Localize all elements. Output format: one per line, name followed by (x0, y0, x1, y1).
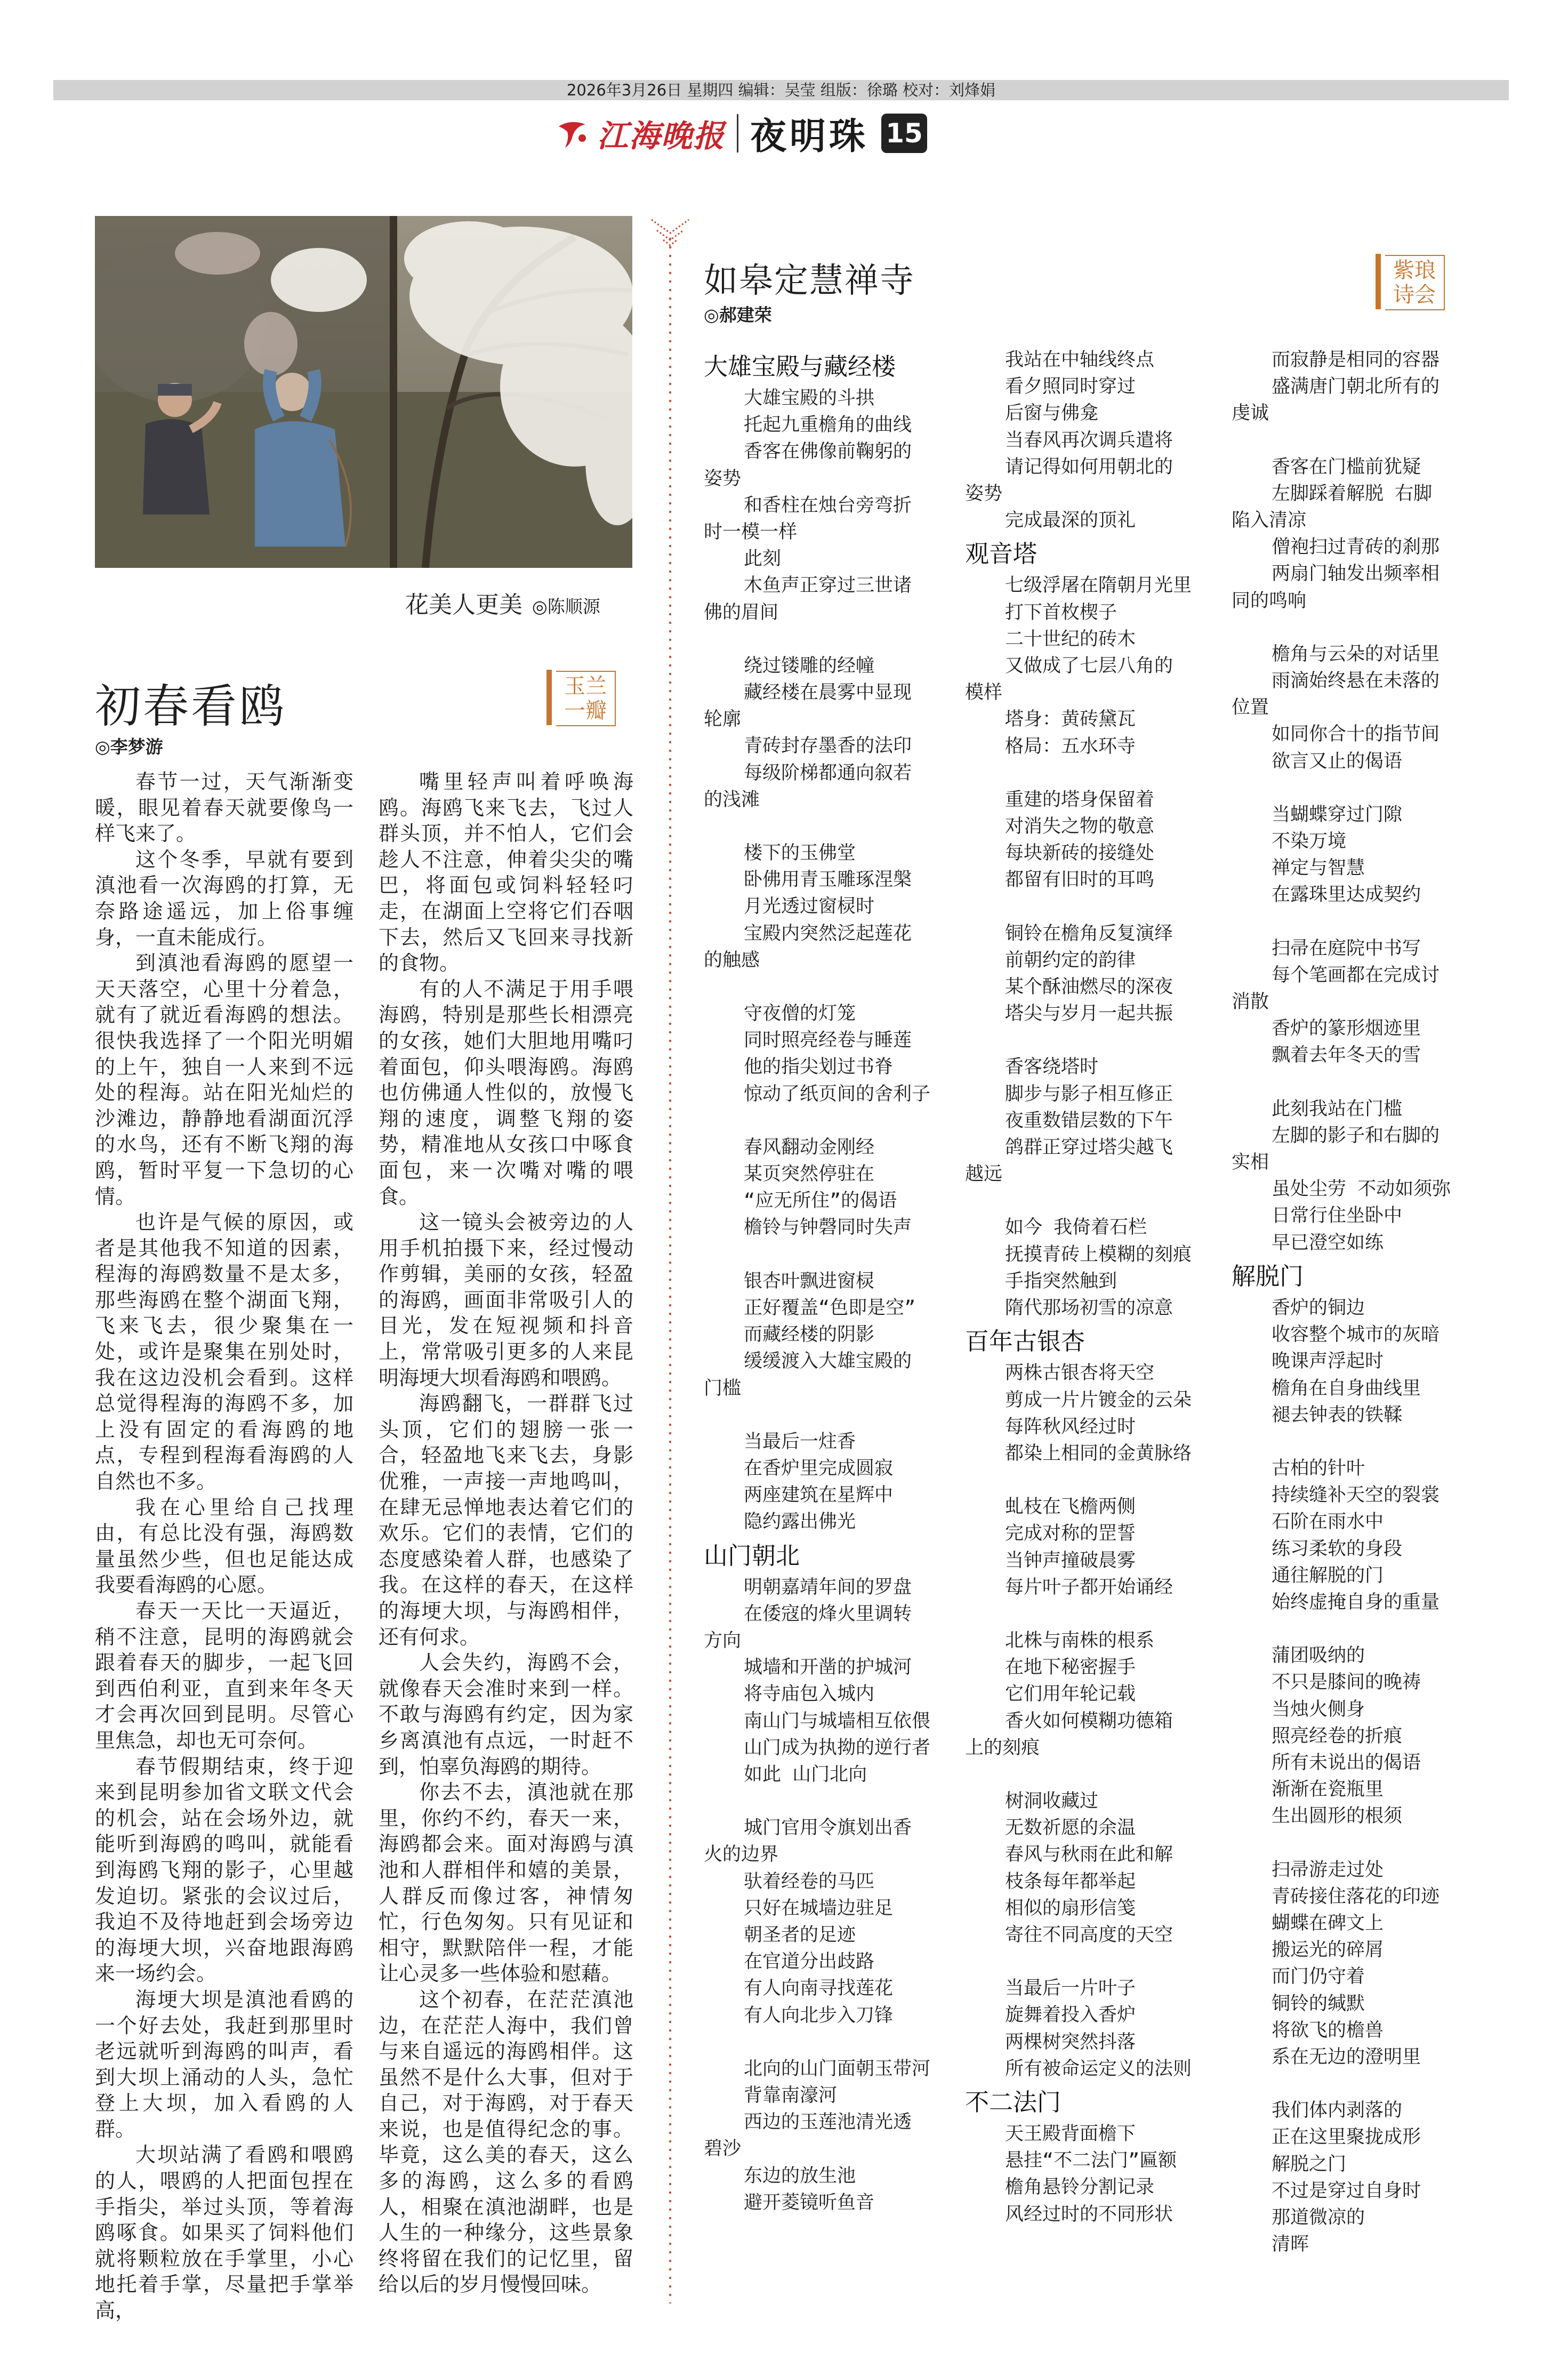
poem-line: 每块新砖的接缝处 (1005, 842, 1155, 864)
poem-line: 虔诚 (1232, 403, 1269, 424)
poem-line: 和香柱在烛台旁弯折 (744, 494, 912, 516)
poem-line: 避开菱镜听鱼音 (744, 2192, 875, 2213)
poem-line: 藏经楼在晨雾中显现 (744, 682, 912, 704)
page-number: 15 (881, 114, 927, 153)
poem-line: 此刻我站在门槛 (1272, 1098, 1403, 1120)
photo-plum-blossoms (95, 216, 632, 568)
poem-line: 铜铃在檐角反复演绎 (1005, 922, 1173, 944)
masthead (554, 109, 927, 157)
paragraph: 这个冬季，早就有要到滇池看一次海鸥的打算，无奈路途遥远，加上俗事缠身，一直未能成行。 (95, 847, 353, 949)
stanza-break (1232, 775, 1487, 801)
stanza-break (1232, 2070, 1487, 2097)
poem-line: 香炉的铜边 (1272, 1297, 1365, 1319)
poem-line: 陷入清凉 (1232, 510, 1307, 532)
stanza-break (704, 813, 954, 840)
poem-line: 搬运光的碎屑 (1272, 1939, 1384, 1961)
poem-line: 我站在中轴线终点 (1005, 349, 1155, 371)
poem-line: 有人向南寻找莲花 (744, 1978, 894, 2000)
poem-line: 位置 (1232, 697, 1269, 719)
newspaper-logo-icon (554, 115, 592, 152)
poem-line: 悬挂“不二法门”匾额 (1005, 2150, 1177, 2172)
poem-line: 青砖接住落花的印迹 (1272, 1885, 1440, 1907)
poem-section-heading: 百年古银杏 (965, 1327, 1085, 1356)
stanza-break (965, 760, 1216, 786)
poem-line: 那道微凉的 (1272, 2206, 1365, 2228)
poem-line: 两座建筑在星辉中 (744, 1484, 894, 1506)
stamp-line: 诗会 (1393, 283, 1436, 307)
paragraph: 这一镜头会被旁边的人用手机拍摄下来，经过慢动作剪辑，美丽的女孩，轻盈的海鸥，画面非常吸引人的目光，发在短视频和抖音上，常常吸引更多的人来昆明海埂大坝看海鸥和喂鸥。 (379, 1210, 633, 1390)
poem-line: 在香炉里完成圆寂 (744, 1457, 894, 1479)
photo-caption-title: 花美人更美 (405, 591, 522, 619)
poem-line: 扫帚游走过处 (1272, 1859, 1384, 1881)
poem-line: 格局：五水环寺 (1005, 735, 1136, 757)
poem-line: 西边的玉莲池清光透 (744, 2112, 912, 2133)
poem-line: 前朝约定的韵律 (1005, 949, 1136, 971)
poem-line: 看夕照同时穿过 (1005, 376, 1136, 398)
poem-line: 只好在城墙边驻足 (744, 1897, 894, 1919)
poem-line: 收容整个城市的灰暗 (1272, 1324, 1440, 1346)
poem-line: 手指突然触到 (1005, 1270, 1117, 1292)
column-divider (669, 235, 671, 2303)
poem-line: 左脚的影子和右脚的 (1272, 1125, 1440, 1146)
stamp-line: 一瓣 (564, 699, 607, 723)
poem-line: 盛满唐门朝北所有的 (1272, 376, 1440, 398)
poem-line: 守夜僧的灯笼 (744, 1003, 856, 1025)
poem-line: 两扇门轴发出频率相 (1272, 563, 1440, 585)
poem-line: 香客在门槛前犹疑 (1272, 456, 1421, 478)
poem-line: 正在这里聚拢成形 (1272, 2126, 1421, 2148)
poem-line: 重建的塔身保留着 (1005, 789, 1155, 810)
stamp-text (1385, 255, 1445, 310)
poem-line: 同时照亮经卷与睡莲 (744, 1030, 912, 1051)
poem-line: 姿势 (704, 468, 742, 489)
poem-line: 僧袍扫过青砖的刹那 (1272, 536, 1440, 558)
poem-line: 木鱼声正穿过三世诸 (744, 575, 912, 597)
poem-line: 檐角悬铃分割记录 (1005, 2177, 1155, 2198)
poem-line: 雨滴始终悬在未落的 (1272, 670, 1440, 692)
stanza-break (1232, 1428, 1487, 1455)
poem-line: 隋代那场初雪的凉意 (1005, 1297, 1173, 1319)
poem-line: 旋舞着投入香炉 (1005, 2004, 1136, 2026)
poem-line: 系在无边的澄明里 (1272, 2046, 1421, 2068)
poem-line: 模样 (965, 682, 1003, 704)
poem-column-2 (965, 347, 1216, 2228)
poem-line: 在官道分出歧路 (744, 1951, 875, 1973)
poem-line: 飘着去年冬天的雪 (1272, 1045, 1421, 1066)
paragraph: 到滇池看海鸥的愿望一天天落空，心里十分着急，就有了就近看海鸥的想法。很快我选择了一个阳光明媚的上午，独自一人来到不远处的程海。站在阳光灿烂的沙滩边，静静地看湖面沉浮的水鸟，还有不断飞翔的海鸥，暂时平复一下急切的心情。 (95, 951, 353, 1208)
poem-line: 每阵秋风经过时 (1005, 1416, 1136, 1438)
paragraph: 有的人不满足于用手喂海鸥，特别是那些长相漂亮的女孩，她们大胆地用嘴叼着面包，仰头喂海鸥。海鸥也仿佛通人性似的，放慢飞翔的速度，调整飞翔的姿势，精准地从女孩口中啄食面包，来一次嘴对嘴的喂食。 (379, 977, 633, 1208)
poem-line: 月光透过窗棂时 (744, 896, 875, 918)
poem-line: 不染万境 (1272, 831, 1347, 853)
paragraph: 春天一天比一天逼近，稍不注意，昆明的海鸥就会跟着春天的脚步，一起飞回到西伯利亚，直到来年冬天才会再次回到昆明。尽管心里焦急，却也无可奈何。 (95, 1599, 353, 1752)
poem-line: 树洞收藏过 (1005, 1790, 1099, 1812)
poem-line: 门槛 (704, 1377, 742, 1399)
poem-section-heading: 大雄宝殿与藏经楼 (704, 352, 896, 381)
article-title-left: 初春看鸥 (95, 680, 287, 733)
poem-line: 抚摸青砖上模糊的刻痕 (1005, 1243, 1192, 1265)
stanza-break (704, 974, 954, 1000)
poem-section-heading: 观音塔 (965, 540, 1038, 568)
stanza-break (965, 1948, 1216, 1975)
poem-section-heading: 山门朝北 (704, 1541, 800, 1570)
poem-line: “应无所住”的偈语 (744, 1190, 897, 1212)
poem-line: 驮着经卷的马匹 (744, 1871, 875, 1892)
poem-line: 虬枝在飞檐两侧 (1005, 1496, 1136, 1518)
poem-line: 方向 (704, 1629, 742, 1651)
poem-line: 始终虚掩自身的重量 (1272, 1591, 1440, 1613)
poem-line: 完成对称的罡誓 (1005, 1523, 1136, 1545)
poem-line: 不过是穿过自身时 (1272, 2180, 1421, 2202)
poem-line: 虽处尘劳 不动如须弥 (1272, 1178, 1451, 1200)
poem-line: 又做成了七层八角的 (1005, 655, 1173, 677)
poem-line: 实相 (1232, 1152, 1269, 1174)
stamp-bar (546, 670, 552, 725)
poem-line: 明朝嘉靖年间的罗盘 (744, 1576, 912, 1598)
poem-line: 当最后一炷香 (744, 1431, 856, 1452)
poem-line: 塔身：黄砖黛瓦 (1005, 709, 1136, 731)
poem-line: 此刻 (744, 548, 782, 570)
poem-line: 而藏经楼的阴影 (744, 1324, 875, 1346)
poem-line: 在露珠里达成契约 (1272, 884, 1421, 906)
poem-line: 檐角在自身曲线里 (1272, 1377, 1421, 1399)
poem-line: 我们体内剥落的 (1272, 2100, 1403, 2122)
poem-line: 北株与南株的根系 (1005, 1629, 1155, 1651)
poem-line: 托起九重檐角的曲线 (744, 414, 912, 436)
stanza-break (1232, 427, 1487, 454)
poem-line: 檐角与云朵的对话里 (1272, 643, 1440, 665)
poem-line: 枝条每年都举起 (1005, 1871, 1136, 1892)
stanza-break (704, 1107, 954, 1134)
poem-line: 铜铃的缄默 (1272, 1993, 1365, 2014)
poem-line: 请记得如何用朝北的 (1005, 456, 1173, 478)
poem-line: 两棵树突然抖落 (1005, 2031, 1136, 2053)
stanza-break (965, 1601, 1216, 1627)
stanza-break (1232, 1616, 1487, 1642)
poem-line: 宝殿内突然泛起莲花 (744, 922, 912, 944)
poem-line: 解脱之门 (1272, 2153, 1347, 2175)
poem-line: 后窗与佛龛 (1005, 403, 1099, 424)
poem-line: 照亮经卷的折痕 (1272, 1725, 1403, 1747)
poem-section-heading: 不二法门 (965, 2088, 1062, 2116)
poem-line: 脚步与影子相互修正 (1005, 1083, 1173, 1105)
poem-line: 当蝴蝶穿过门隙 (1272, 804, 1403, 825)
paragraph: 春节假期结束，终于迎来到昆明参加省文联文代会的机会，站在会场外边，就能听到海鸥的鸣叫，就能看到海鸥飞翔的影子，心里越发迫切。紧张的会议过后，我迫不及待地赶到会场旁边的海埂大坝，兴奋地跟海鸥来一场约会。 (95, 1754, 353, 1986)
poem-line: 寄往不同高度的天空 (1005, 1924, 1173, 1946)
article-column-2 (379, 769, 633, 2298)
poem-line: 早已澄空如练 (1272, 1232, 1384, 1254)
poem-line: 香客在佛像前鞠躬的 (744, 441, 912, 463)
paragraph: 这个初春，在茫茫滇池边，在茫茫人海中，我们曾与来自遥远的海鸥相伴。这虽然不是什么大事，但对于自己，对于海鸥，对于春天来说，也是值得纪念的事。毕竟，这么美的春天，这么多的海鸥，这么多的看鸥人，相聚在滇池湖畔，也是人生的一种缘分，这些景象终将留在我们的记忆里，留给以后的岁月慢慢回味。 (379, 1987, 633, 2297)
poem-column-3 (1232, 347, 1487, 2258)
paragraph: 海鸥翻飞，一群群飞过头顶，它们的翅膀一张一合，轻盈地飞来飞去，身影优雅，一声接一声地鸣叫，在肆无忌惮地表达着它们的欢乐。它们的表情，它们的态度感染着人群，也感染了我。在这样的春天，在这样的海埂大坝，与海鸥相伴，还有何求。 (379, 1392, 633, 1649)
poem-line: 时一模一样 (704, 521, 798, 543)
poem-line: 某页突然停驻在 (744, 1163, 875, 1185)
poem-line: 卧佛用青玉雕琢涅槃 (744, 869, 912, 891)
poem-line: 所有被命运定义的法则 (1005, 2058, 1192, 2080)
stanza-break (965, 1761, 1216, 1788)
poem-line: 持续缝补天空的裂裳 (1272, 1484, 1440, 1506)
dateline-bar (53, 80, 1509, 100)
paragraph: 我在心里给自己找理由，有总比没有强，海鸥数量虽然少些，但也足能达成我要看海鸥的心愿。 (95, 1495, 353, 1597)
poem-line: 朝圣者的足迹 (744, 1924, 856, 1946)
poem-line: 隐约露出佛光 (744, 1511, 856, 1533)
dateline: 2026年3月26日 星期四 编辑：吴莹 组版：徐璐 校对：刘烽娟 (566, 81, 996, 99)
stamp-bar (1376, 254, 1381, 309)
poem-line: 每个笔画都在完成讨 (1272, 964, 1440, 986)
poem-line: 他的指尖划过书脊 (744, 1056, 894, 1078)
stanza-break (965, 1467, 1216, 1494)
paper-name: 江海晚报 (597, 118, 726, 154)
photo-caption-author: ◎陈顺源 (532, 596, 600, 617)
poem-line: 通往解脱的门 (1272, 1564, 1384, 1586)
poem-line: 檐铃与钟磬同时失声 (744, 1217, 912, 1239)
paragraph: 大坝站满了看鸥和喂鸥的人，喂鸥的人把面包捏在手指尖，举过头顶，等着海鸥啄食。如果买了饲料他们就将颗粒放在手掌里，小心地托着手掌，尽量把手掌举高， (95, 2143, 353, 2323)
poem-line: 剪成一片片镀金的云朵 (1005, 1389, 1192, 1411)
masthead-divider (737, 114, 738, 152)
column-stamp-left (546, 667, 615, 735)
poem-line: 风经过时的不同形状 (1005, 2203, 1173, 2225)
poem-line: 的浅滩 (704, 789, 760, 810)
stanza-break (704, 1402, 954, 1428)
poem-line: 北向的山门面朝玉带河 (744, 2058, 931, 2080)
poem-line: 褪去钟表的铁鞣 (1272, 1404, 1403, 1426)
stanza-break (1232, 909, 1487, 935)
poem-line: 渐渐在瓷瓶里 (1272, 1779, 1384, 1801)
poem-line: 如今 我倚着石栏 (1005, 1217, 1147, 1239)
poem-line: 山门成为执拗的逆行者 (744, 1737, 931, 1759)
poem-line: 两株古银杏将天空 (1005, 1362, 1155, 1384)
poem-line: 缓缓渡入大雄宝殿的 (744, 1351, 912, 1372)
poem-line: 当钟声撞破晨雾 (1005, 1550, 1136, 1571)
poem-line: 练习柔软的身段 (1272, 1538, 1403, 1560)
poem-line: 打下首枚楔子 (1005, 601, 1117, 623)
poem-line: 塔尖与岁月一起共振 (1005, 1003, 1173, 1025)
poem-line: 正好覆盖“色即是空” (744, 1297, 916, 1319)
poem-line: 将寺庙包入城内 (744, 1683, 875, 1705)
poem-line: 姿势 (965, 483, 1003, 505)
poem-line: 碧沙 (704, 2138, 742, 2160)
poem-line: 所有未说出的偈语 (1272, 1752, 1421, 1773)
poem-line: 香炉的篆形烟迹里 (1272, 1018, 1421, 1040)
poem-line: 有人向北步入刀锋 (744, 2004, 894, 2026)
stamp-text (556, 671, 616, 726)
poem-line: 南山门与城墙相互依偎 (744, 1710, 931, 1732)
poem-line: 背靠南濠河 (744, 2084, 838, 2106)
poem-line: 完成最深的顶礼 (1005, 510, 1136, 532)
poem-line: 消散 (1232, 991, 1269, 1013)
stanza-break (1232, 1069, 1487, 1096)
stanza-break (965, 1187, 1216, 1214)
stanza-break (704, 2029, 954, 2056)
poem-column-1 (704, 347, 954, 2216)
poem-line: 夜重数错层数的下午 (1005, 1110, 1173, 1131)
poem-line: 欲言又止的偈语 (1272, 750, 1403, 772)
poem-line: 生出圆形的根须 (1272, 1805, 1403, 1827)
article-author-right: ◎郝建荣 (704, 304, 772, 325)
stanza-break (704, 626, 954, 653)
stanza-break (704, 1788, 954, 1815)
stanza-break (965, 1027, 1216, 1054)
poem-line: 同的鸣响 (1232, 590, 1307, 612)
poem-line: 二十世纪的砖木 (1005, 628, 1136, 650)
poem-line: 当最后一片叶子 (1005, 1978, 1136, 2000)
poem-line: 在倭寇的烽火里调转 (744, 1603, 912, 1625)
paragraph: 嘴里轻声叫着呼唤海鸥。海鸥飞来飞去，飞过人群头顶，并不怕人，它们会趁人不注意，伸着尖尖的嘴巴，将面包或饲料轻轻叼走，在湖面上空将它们吞咽下去，然后又飞回来寻找新的食物。 (379, 770, 633, 975)
poem-line: 鸽群正穿过塔尖越飞 (1005, 1137, 1173, 1159)
poem-line: 左脚踩着解脱 右脚 (1272, 483, 1433, 504)
poem-line: 轮廓 (704, 709, 742, 731)
poem-line: 城墙和开凿的护城河 (744, 1657, 912, 1679)
poem-line: 每片叶子都开始诵经 (1005, 1576, 1173, 1598)
poem-line: 都染上相同的金黄脉络 (1005, 1442, 1192, 1464)
poem-line: 无数祈愿的余温 (1005, 1817, 1136, 1839)
photo-caption (405, 585, 600, 620)
poem-line: 蒲团吸纳的 (1272, 1645, 1365, 1667)
paragraph: 也许是气候的原因，或者是其他我不知道的因素，程海的海鸥数量不是太多，那些海鸥在整个湖面飞翔，飞来飞去，很少聚集在一处，或许是聚集在别处时，我在这边没机会看到。这样总觉得程海的海鸥不多，加上没有固定的看海鸥的地点，专程到程海看海鸥的人自然也不多。 (95, 1210, 353, 1494)
poem-line: 佛的眉间 (704, 601, 779, 623)
photo-illustration (95, 216, 632, 568)
poem-line: 某个酥油燃尽的深夜 (1005, 976, 1173, 998)
poem-line: 而门仍守着 (1272, 1966, 1365, 1988)
poem-line: 不只是膝间的晚祷 (1272, 1672, 1421, 1693)
poem-line: 上的刻痕 (965, 1737, 1040, 1759)
poem-line: 如同你合十的指节间 (1272, 724, 1440, 745)
poem-line: 相似的扇形信笺 (1005, 1897, 1136, 1919)
article-author-left: ◎李梦游 (95, 736, 163, 757)
poem-line: 当烛火侧身 (1272, 1698, 1365, 1720)
stanza-break (1232, 614, 1487, 641)
poem-line: 扫帚在庭院中书写 (1272, 937, 1421, 959)
poem-line: 而寂静是相同的容器 (1272, 349, 1440, 371)
article-title-right: 如皋定慧禅寺 (704, 261, 915, 301)
poem-line: 晚课声浮起时 (1272, 1351, 1384, 1372)
poem-line: 古柏的针叶 (1272, 1457, 1365, 1479)
poem-line: 惊动了纸页间的舍利子 (744, 1083, 931, 1105)
poem-line: 香客绕塔时 (1005, 1056, 1099, 1078)
poem-line: 香火如何模糊功德箱 (1005, 1710, 1173, 1732)
poem-line: 将欲飞的檐兽 (1272, 2019, 1384, 2041)
paragraph: 你去不去，滇池就在那里，你约不约，春天一来，海鸥都会来。面对海鸥与滇池和人群相伴和嬉的美景，人群反而像过客，神情匆忙，行色匆匆。只有见证和相守，默默陪伴一程，才能让心灵多一些体验和慰藉。 (379, 1780, 633, 1986)
section-name: 夜明珠 (750, 115, 869, 158)
poem-line: 当春风再次调兵遣将 (1005, 429, 1173, 451)
poem-line: 青砖封存墨香的法印 (744, 735, 912, 757)
poem-line: 的触感 (704, 949, 760, 971)
poem-line: 如此 山门北向 (744, 1763, 867, 1785)
poem-line: 楼下的玉佛堂 (744, 842, 856, 864)
column-stamp-right (1376, 251, 1444, 319)
poem-line: 越远 (965, 1163, 1003, 1185)
poem-line: 七级浮屠在隋朝月光里 (1005, 575, 1192, 597)
paragraph: 人会失约，海鸥不会，就像春天会准时来到一样。不敢与海鸥有约定，因为家乡离滇池有点远，一时赶不到，怕辜负海鸥的期待。 (379, 1651, 633, 1778)
poem-line: 蝴蝶在碑文上 (1272, 1912, 1384, 1934)
article-column-1 (95, 769, 353, 2324)
poem-section-heading: 解脱门 (1232, 1262, 1304, 1290)
poem-line: 天王殿背面檐下 (1005, 2123, 1136, 2145)
poem-line: 春风翻动金刚经 (744, 1136, 875, 1158)
poem-line: 银杏叶飘进窗棂 (744, 1270, 875, 1292)
poem-line: 在地下秘密握手 (1005, 1657, 1136, 1679)
poem-line: 它们用年轮记载 (1005, 1683, 1136, 1705)
poem-line: 清晖 (1272, 2234, 1309, 2255)
poem-line: 城门官用令旗划出香 (744, 1817, 912, 1839)
poem-line: 绕过镂雕的经幢 (744, 655, 875, 677)
stamp-line: 紫琅 (1393, 258, 1436, 283)
stamp-line: 玉兰 (564, 674, 607, 699)
poem-line: 日常行住坐卧中 (1272, 1205, 1403, 1227)
poem-line: 都留有旧时的耳鸣 (1005, 869, 1155, 891)
poem-line: 春风与秋雨在此和解 (1005, 1844, 1173, 1866)
stanza-break (704, 1241, 954, 1268)
poem-line: 每级阶梯都通向叙若 (744, 762, 912, 784)
stanza-break (965, 894, 1216, 920)
poem-line: 对消失之物的敬意 (1005, 816, 1155, 838)
poem-line: 禅定与智慧 (1272, 857, 1365, 879)
stanza-break (1232, 1830, 1487, 1857)
poem-line: 火的边界 (704, 1844, 779, 1866)
paragraph: 春节一过，天气渐渐变暖，眼见着春天就要像鸟一样飞来了。 (95, 770, 353, 846)
poem-line: 石阶在雨水中 (1272, 1511, 1384, 1533)
paragraph: 海埂大坝是滇池看鸥的一个好去处，我赶到那里时老远就听到海鸥的叫声，看到大坝上涌动的人头，急忙登上大坝，加入看鸥的人群。 (95, 1987, 353, 2141)
poem-line: 东边的放生池 (744, 2165, 856, 2187)
poem-line: 大雄宝殿的斗拱 (744, 388, 875, 409)
